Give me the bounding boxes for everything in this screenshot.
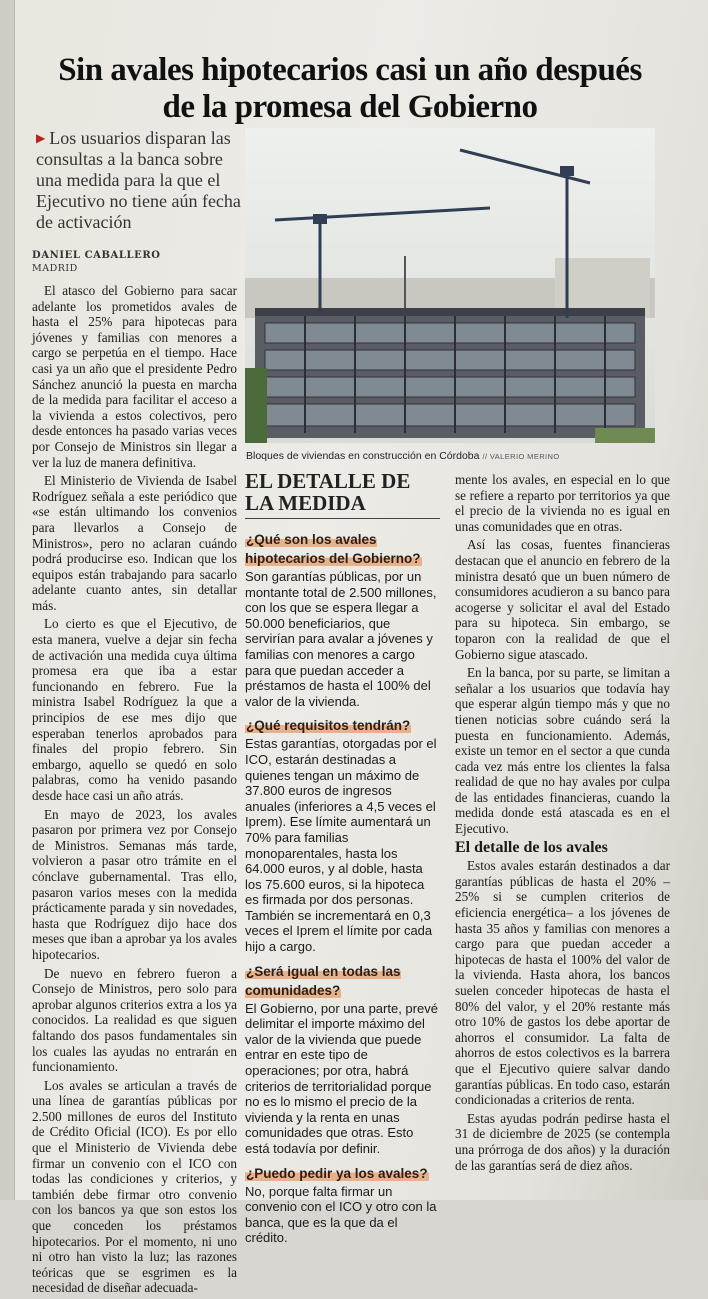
subheadline-text: Los usuarios disparan las consultas a la banca sobre una medida para la que el Ejecutivo no tiene aún fecha de activación (36, 128, 241, 232)
paragraph: Estas ayudas podrán pedirse hasta el 31 de diciembre de 2025 (se contempla una prórroga de dos años) y la duración de las garantías será de diez años. (455, 1110, 670, 1173)
paragraph: El Ministerio de Vivienda de Isabel Rodríguez señala a este periódico que «se están ultimando los convenios para llevarlos a Consejo de Ministros», pero no aclaran cuándo podrá producirse eso. Indican que los equipos están trabajando para sacarlo adelante cuanto antes, sin detallar más. (32, 473, 237, 613)
dateline-city: MADRID (32, 263, 78, 274)
answer: El Gobierno, por una parte, prevé delimitar el importe máximo del valor de la vivienda que puede entrar en este tipo de operaciones; por otra, habrá criterios de territorialidad porque no es lo mismo el precio de la vivienda y la renta en unas comunidades que otras. Esto está todavía por definir. (245, 1000, 438, 1156)
answer: Son garantías públicas, por un montante total de 2.500 millones, con los que se espera llegar a 50.000 beneficiarios, que servirían para avalar a jóvenes y familias con menores a cargo para que puedan acceder a préstamos de hasta el 100% del valor de la vivienda. (245, 569, 437, 709)
paragraph: En mayo de 2023, los avales pasaron por primera vez por Consejo de Ministros. Semanas más tarde, volvieron a pasar otro trámite en el cónclave gubernamental. Tras ello, pasaron varios meses con la medida prácticamente parada y sin novedades, hasta que Rodríguez dijo hace dos meses que iban a aprobar ya los avales hipotecarios. (32, 806, 237, 962)
paragraph: mente los avales, en especial en lo que se refiere a reparto por territorios ya que el precio de la vivienda no es igual en unas comunidades que en otras. (455, 472, 670, 534)
paragraph: En la banca, por su parte, se limitan a señalar a los usuarios que todavía hay que esperar algún tiempo más y que no tienen noticias sobre cuándo será la puesta en funcionamiento. Además, existe un temor en el sector a que cunda cada vez más entre los clientes la falsa realidad de que no hay avales por culpa de las entidades financieras, cuando la medida donde está atascada es en el Ejecutivo. (455, 665, 670, 837)
previous-page-edge (0, 0, 15, 1200)
answer: Estas garantías, otorgadas por el ICO, estarán destinadas a quienes tengan un máximo de 37.800 euros de ingresos anuales (inferiores a 4,5 veces el Iprem). Ese límite aumentará un 70% para familias monoparentales, hasta los 64.000 euros, y al doble, hasta los 75.600 euros, si la hipoteca es firmada por dos personas. También se incrementará en 0,3 veces el Iprem el límite por cada hijo a cargo. (245, 736, 437, 955)
photo-credit: // VALERIO MERINO (482, 452, 560, 461)
detail-box (245, 469, 440, 1246)
paragraph: El atasco del Gobierno para sacar adelante los prometidos avales de hasta el 25% para hipotecas para jóvenes y familias con menores a cargo se perpetúa en el tiempo. Hace casi ya un año que el presidente Pedro Sánchez anunció la puesta en marcha de la medida para facilitar el acceso a la vivienda a estos colectivos, pero desde entonces ha pasado varias veces por Consejo de Ministros sin llegar a ver la luz de manera definitiva. (32, 283, 237, 470)
question: ¿Será igual en todas las comunidades? (245, 963, 401, 998)
photo-caption (246, 450, 666, 462)
headline: Sin avales hipotecarios casi un año después de la promesa del Gobierno (58, 52, 642, 126)
detail-box-title: EL DETALLE DE LA MEDIDA (245, 470, 440, 519)
paragraph: Lo cierto es que el Ejecutivo, de esta manera, vuelve a dejar sin fecha de activación una medida cuya última promesa era que iba a estar funcionando en febrero. Fue la ministra Isabel Rodríguez la que a principios de ese mes dijo que esperaban tenerlos aprobados para finales del propio febrero. Sin embargo, aquello se quedó en solo palabras, como ha venido pasando desde hace casi un año atrás. (32, 616, 237, 803)
subheadline (36, 128, 241, 233)
answer: No, porque falta firmar un convenio con el ICO y otro con la banca, que es la que da el crédito. (245, 1183, 437, 1246)
question: ¿Puedo pedir ya los avales? (246, 1165, 428, 1181)
question: ¿Qué son los avales hipotecarios del Gobierno? (245, 532, 421, 566)
photo-caption-text: Bloques de viviendas en construcción en Córdoba (246, 450, 480, 462)
paragraph: De nuevo en febrero fueron a Consejo de Ministros, pero solo para aprobar algunos criterios extra a los ya conocidos. La realidad es que siguen faltando dos pasos fundamentales sin los cuales las ayudas no entrarán en funcionamiento. (32, 965, 237, 1075)
author-byline: DANIEL CABALLERO (32, 250, 161, 261)
triangle-bullet-icon: ▶ (36, 131, 46, 145)
paragraph: Así las cosas, fuentes financieras destacan que el anuncio en febrero de la ministra desató que un buen número de consumidores acudieron a su banco para acogerse y solicitar el aval del Estado para su hipoteca. Sin embargo, se toparon con la realidad de que el Gobierno sigue atascado. (455, 537, 670, 662)
paragraph: Estos avales estarán destinados a dar garantías públicas de hasta el 20% –25% si se cumplen criterios de eficiencia energética– a los jóvenes de hasta 35 años y familias con menores a cargo para que puedan acceder a hipotecas de hasta el 100% del valor de la vivienda. Hasta ahora, los bancos suelen conceder hipotecas de hasta el 80% del valor, y el 20% restante más otro 10% de gastos los debe aportar de ahorros el consumidor. La falta de ahorros de estos colectivos es la barrera que el Ejecutivo quiere salvar dando garantías públicas. En todo caso, estarán condicionadas a criterios de renta. (455, 858, 670, 1108)
right-column (455, 472, 670, 1176)
left-column (32, 283, 237, 1299)
construction-photo (245, 128, 655, 443)
paragraph: Los avales se articulan a través de una línea de garantías públicas por 2.500 millones de euros del Instituto de Crédito Oficial (ICO). Es por ello que el Ministerio de Vivienda debe firmar un convenio con el ICO con todas las condiciones y criterios, y también debe firmar otro convenio con los bancos ya que son estos los que conceden los préstamos hipotecarios. Por el momento, ni uno ni otro han visto la luz; las razones teóricas que se esgrimen es la necesidad de diseñar adecuada- (32, 1077, 237, 1296)
question: ¿Qué requisitos tendrán? (246, 718, 411, 734)
section-subtitle: El detalle de los avales (455, 838, 608, 856)
construction-photo-image (245, 128, 655, 443)
